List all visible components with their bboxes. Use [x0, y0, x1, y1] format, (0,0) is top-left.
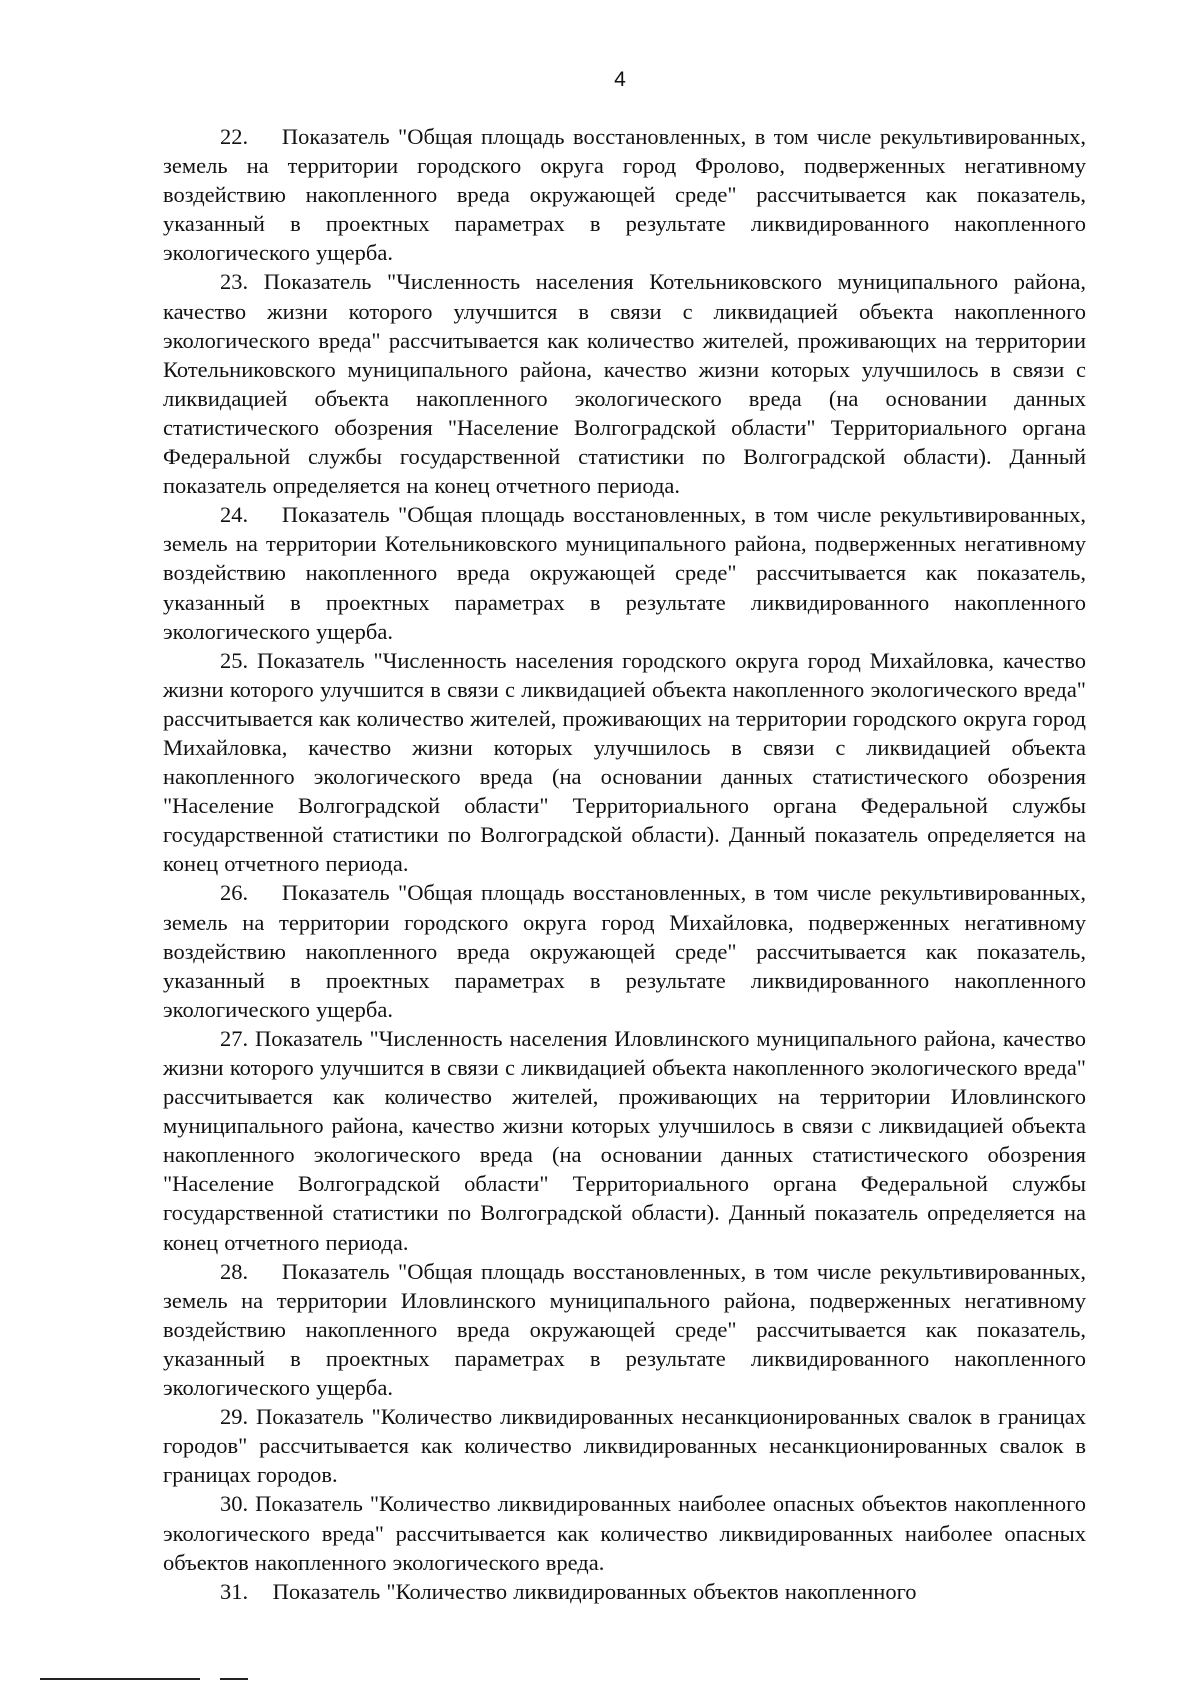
paragraph-24: 24. Показатель "Общая площадь восстановленных, в том числе рекультивированных, земель на территории Котельниковского муниципального района, подверженных негативному воздействию накопленного вреда окружающей среде" рассчитывается как показатель, указанный в проектных параметрах в результате ликвидированного накопленного экологического ущерба. [163, 502, 1086, 644]
footer-divider-short [220, 1678, 248, 1680]
page-number: 4 [614, 68, 626, 91]
paragraph-22: 22. Показатель "Общая площадь восстановленных, в том числе рекультивированных, земель на территории городского округа город Фролово, подверженных негативному воздействию накопленного вреда окружающей среде" рассчитывается как показатель, указанный в проектных параметрах в результате ликвидированного накопленного экологического ущерба. [163, 124, 1086, 266]
document-body [163, 122, 1086, 1606]
paragraph-25: 25. Показатель "Численность населения городского округа город Михайловка, качество жизни которого улучшится в связи с ликвидацией объекта накопленного экологического вреда" рассчитывается как количество жителей, проживающих на территории городского округа город Михайловка, качество жизни которых улучшилось в связи с ликвидацией объекта накопленного экологического вреда (на основании данных статистического обозрения "Население Волгоградской области" Территориального органа Федеральной службы государственной статистики по Волгоградской области). Данный показатель определяется на конец отчетного периода. [163, 647, 1086, 877]
paragraph-27: 27. Показатель "Численность населения Иловлинского муниципального района, качество жизни которого улучшится в связи с ликвидацией объекта накопленного экологического вреда" рассчитывается как количество жителей, проживающих на территории Иловлинского муниципального района, качество жизни которых улучшилось в связи с ликвидацией объекта накопленного экологического вреда (на основании данных статистического обозрения "Население Волгоградской области" Территориального органа Федеральной службы государственной статистики по Волгоградской области). Данный показатель определяется на конец отчетного периода. [163, 1025, 1086, 1255]
paragraph-29: 29. Показатель "Количество ликвидированных несанкционированных свалок в границах городов" рассчитывается как количество ликвидированных несанкционированных свалок в границах городов. [163, 1404, 1086, 1488]
paragraph-23: 23. Показатель "Численность населения Котельниковского муниципального района, качество жизни которого улучшится в связи с ликвидацией объекта накопленного экологического вреда" рассчитывается как количество жителей, проживающих на территории Котельниковского муниципального района, качество жизни которых улучшилось в связи с ликвидацией объекта накопленного экологического вреда (на основании данных статистического обозрения "Население Волгоградской области" Территориального органа Федеральной службы государственной статистики по Волгоградской области). Данный показатель определяется на конец отчетного периода. [163, 269, 1086, 499]
footer-divider [40, 1678, 200, 1680]
paragraph-31: 31. Показатель "Количество ликвидированных объектов накопленного [220, 1578, 917, 1604]
paragraph-26: 26. Показатель "Общая площадь восстановленных, в том числе рекультивированных, земель на территории городского округа город Михайловка, подверженных негативному воздействию накопленного вреда окружающей среде" рассчитывается как показатель, указанный в проектных параметрах в результате ликвидированного накопленного экологического ущерба. [163, 880, 1086, 1022]
paragraph-28: 28. Показатель "Общая площадь восстановленных, в том числе рекультивированных, земель на территории Иловлинского муниципального района, подверженных негативному воздействию накопленного вреда окружающей среде" рассчитывается как показатель, указанный в проектных параметрах в результате ликвидированного накопленного экологического ущерба. [163, 1258, 1086, 1401]
paragraph-30: 30. Показатель "Количество ликвидированных наиболее опасных объектов накопленного экологического вреда" рассчитывается как количество ликвидированных наиболее опасных объектов накопленного экологического вреда. [163, 1491, 1086, 1575]
